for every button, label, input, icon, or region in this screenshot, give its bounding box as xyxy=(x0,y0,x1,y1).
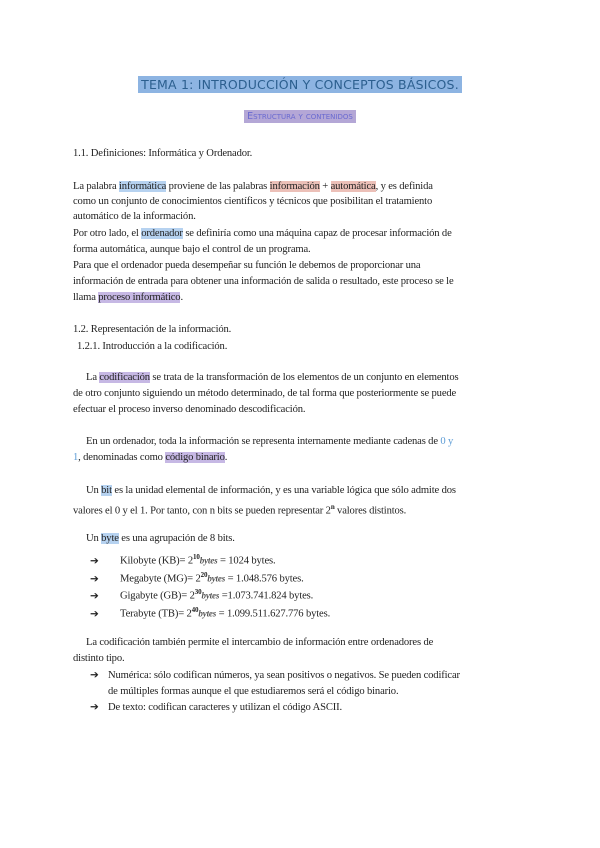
unit-item-kilobyte: ➔ Kilobyte $(KB)= 2^{10}bytes = 1024$ bytes. xyxy=(90,553,276,567)
paragraph-binario-line1: En un ordenador, toda la información se representa internamente mediante cadenas de 0 y xyxy=(86,436,454,447)
highlight-proceso-informatico: proceso informático xyxy=(98,292,181,303)
subtitle-wrapper xyxy=(0,106,600,124)
highlight-codificacion: codificación xyxy=(99,372,150,383)
highlight-bit: bit xyxy=(101,485,112,496)
section-heading-1-2: 1.2. Representación de la información. xyxy=(73,324,232,335)
paragraph-codificacion-line3: efectuar el proceso inverso denominado descodificación. xyxy=(73,404,306,415)
page-title: TEMA 1: INTRODUCCIÓN Y CONCEPTOS BÁSICOS. xyxy=(138,76,462,93)
highlight-codigo-binario: código binario xyxy=(165,452,225,463)
paragraph-byte: Un byte es una agrupación de 8 bits. xyxy=(86,533,235,544)
bullet-numerica-line1: ➔ Numérica: sólo codifican números, ya sean positivos o negativos. Se pueden codificar xyxy=(90,670,460,681)
paragraph-ordenador-line2: forma automática, aunque bajo el control de un programa. xyxy=(73,244,311,255)
paragraph-bit-line1: Un bit es la unidad elemental de información, y es una variable lógica que sólo admite dos xyxy=(86,485,456,496)
subsection-heading-1-2-1: 1.2.1. Introducción a la codificación. xyxy=(77,341,228,352)
binary-digits-0y: 0 y xyxy=(440,436,454,447)
highlight-informatica: informática xyxy=(119,181,167,192)
paragraph-proceso-line1: Para que el ordenador pueda desempeñar su función le debemos de proporcionar una xyxy=(73,260,421,271)
arrow-icon: ➔ xyxy=(90,608,99,620)
highlight-informacion: información xyxy=(269,181,320,192)
bullet-numerica-line2: de múltiples formas aunque el que estudiaremos será el código binario. xyxy=(108,686,399,697)
paragraph-codificacion-line1: La codificación se trata de la transformación de los elementos de un conjunto en elementos xyxy=(86,372,459,383)
paragraph-bit-line2: valores el 0 y el 1. Por tanto, con n bits se pueden representar 2$^n$ valores distintos. xyxy=(73,503,407,517)
unit-item-gigabyte: ➔ Gigabyte $(GB)= 2^{30}bytes =1.073.741.824$ bytes. xyxy=(90,588,314,602)
paragraph-codificacion-line2: de otro conjunto siguiendo un método determinado, de tal forma que posteriormente se puede xyxy=(73,388,457,399)
paragraph-informatica-line1: La palabra informática proviene de las palabras información + automática, y es definida xyxy=(73,181,433,192)
section-heading-1-1: 1.1. Definiciones: Informática y Ordenador. xyxy=(73,148,253,159)
binary-digit-1: 1 xyxy=(73,452,79,463)
arrow-icon: ➔ xyxy=(90,573,99,585)
paragraph-informatica-line2: como un conjunto de conocimientos científicos y técnicos que posibilitan el tratamiento xyxy=(73,196,433,207)
paragraph-proceso-line2: información de entrada para obtener una información de salida o resultado, este proceso se le xyxy=(73,276,454,287)
unit-item-terabyte: ➔ Terabyte $(TB)= 2^{40}bytes = 1.099.511.627.776$ bytes. xyxy=(90,606,331,620)
arrow-icon: ➔ xyxy=(90,702,99,713)
arrow-icon: ➔ xyxy=(90,670,99,681)
title-wrapper xyxy=(0,76,600,94)
page-subtitle: Estructura y contenidos xyxy=(244,110,356,123)
arrow-icon: ➔ xyxy=(90,590,99,602)
bullet-texto-line1: ➔ De texto: codifican caracteres y utilizan el código ASCII. xyxy=(90,702,342,713)
arrow-icon: ➔ xyxy=(90,555,99,567)
paragraph-ordenador-line1: Por otro lado, el ordenador se definiría como una máquina capaz de procesar información de xyxy=(73,228,452,239)
highlight-automatica: automática xyxy=(330,181,376,192)
highlight-byte: byte xyxy=(101,533,119,544)
exponent-n: n xyxy=(330,503,335,511)
paragraph-intercambio-line1: La codificación también permite el intercambio de información entre ordenadores de xyxy=(86,637,434,648)
paragraph-informatica-line3: automático de la información. xyxy=(73,211,196,222)
paragraph-proceso-line3: llama proceso informático. xyxy=(73,292,183,303)
paragraph-intercambio-line2: distinto tipo. xyxy=(73,653,125,664)
unit-item-megabyte: ➔ Megabyte $(MG)= 2^{20}bytes = 1.048.576$ bytes. xyxy=(90,571,304,585)
highlight-ordenador: ordenador xyxy=(141,228,183,239)
paragraph-binario-line2: 1, denominadas como código binario. xyxy=(73,452,228,463)
